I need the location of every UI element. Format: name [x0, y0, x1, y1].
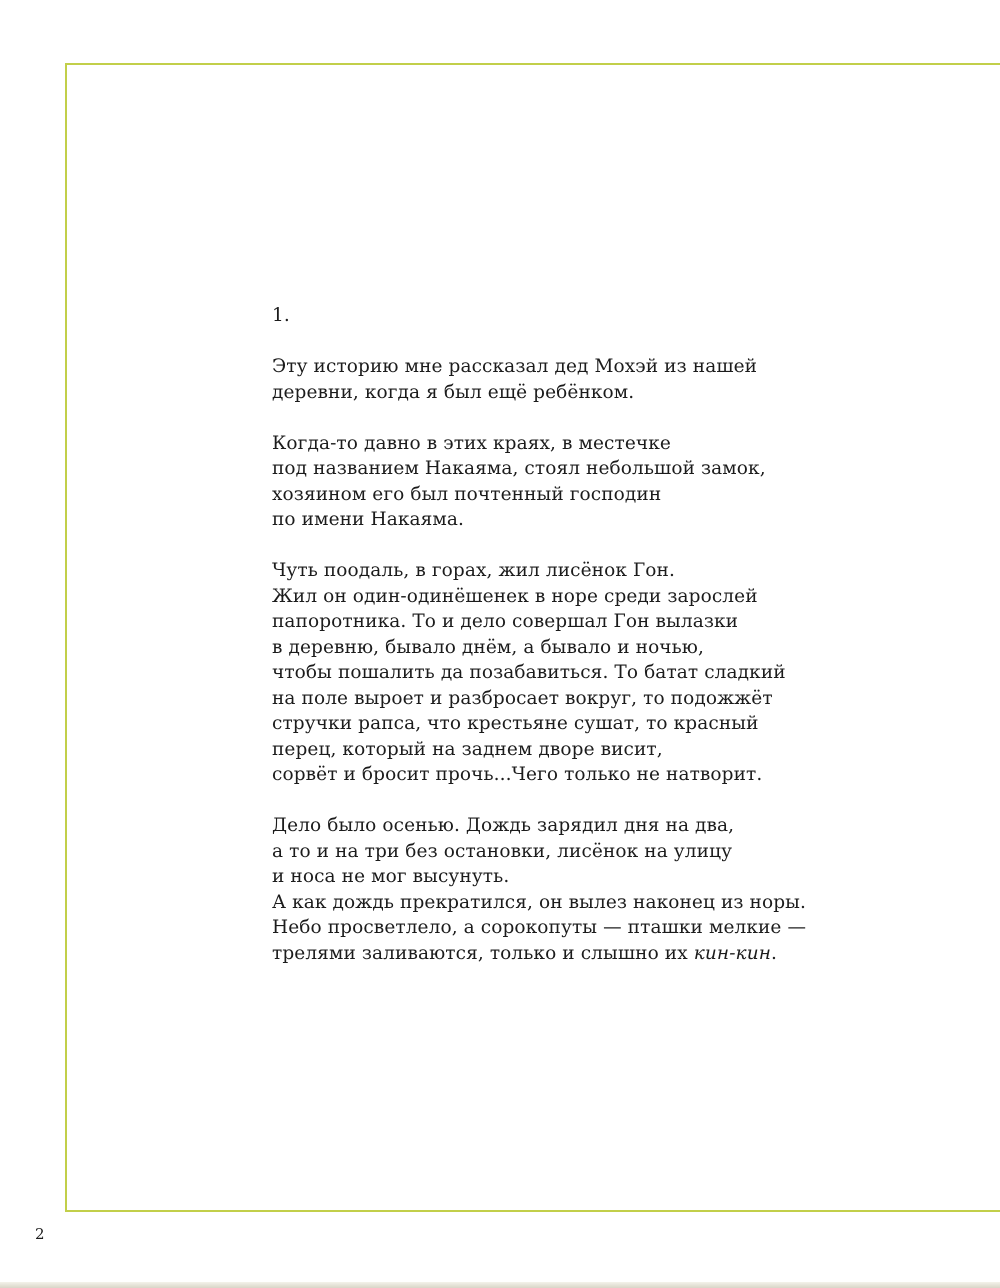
text-line: сорвёт и бросит прочь...Чего только не натворит. [272, 764, 763, 785]
text-segment: . [771, 942, 777, 964]
paragraph-2 [272, 431, 872, 533]
text-line: по имени Накаяма. [272, 509, 464, 530]
text-line: хозяином его был почтенный господин [272, 483, 662, 505]
paragraph-1 [272, 354, 872, 405]
text-line: деревни, когда я был ещё ребёнком. [272, 381, 635, 403]
paragraph-4 [272, 813, 872, 966]
text-line: на поле выроет и разбросает вокруг, то подожжёт [272, 687, 773, 709]
text-line: стручки рапса, что крестьяне сушат, то красный [272, 713, 759, 734]
text-line: и носа не мог высунуть. [272, 866, 510, 887]
text-line: папоротника. То и дело совершал Гон вылазки [272, 611, 739, 632]
page-number: 2 [35, 1225, 45, 1243]
story-text [272, 303, 872, 992]
text-line: А как дождь прекратился, он вылез наконец из норы. [272, 891, 806, 913]
text-line-last [272, 941, 872, 967]
text-line: перец, который на заднем дворе висит, [272, 738, 663, 760]
chapter-number: 1. [272, 305, 290, 326]
paragraph-3 [272, 558, 872, 788]
text-line: Дело было осенью. Дождь зарядил дня на два, [272, 815, 735, 836]
text-line: Чуть поодаль, в горах, жил лисёнок Гон. [272, 560, 675, 581]
text-line: Небо просветлело, а сорокопуты — пташки мелкие — [272, 917, 807, 938]
text-line: Жил он один-одинёшенек в норе среди зарослей [272, 585, 758, 607]
text-line: под названием Накаяма, стоял небольшой замок, [272, 458, 766, 479]
page-bottom-edge [0, 1282, 1000, 1288]
text-line: Когда-то давно в этих краях, в местечке [272, 432, 671, 454]
text-line: Эту историю мне рассказал дед Мохэй из нашей [272, 356, 758, 377]
text-line: чтобы пошалить да позабавиться. То батат сладкий [272, 662, 786, 683]
text-segment: трелями заливаются, только и слышно их [272, 942, 694, 964]
text-line: а то и на три без остановки, лисёнок на улицу [272, 840, 733, 862]
italic-onomatopoeia: кин-кин [693, 942, 771, 964]
text-line: в деревню, бывало днём, а бывало и ночью, [272, 636, 704, 658]
